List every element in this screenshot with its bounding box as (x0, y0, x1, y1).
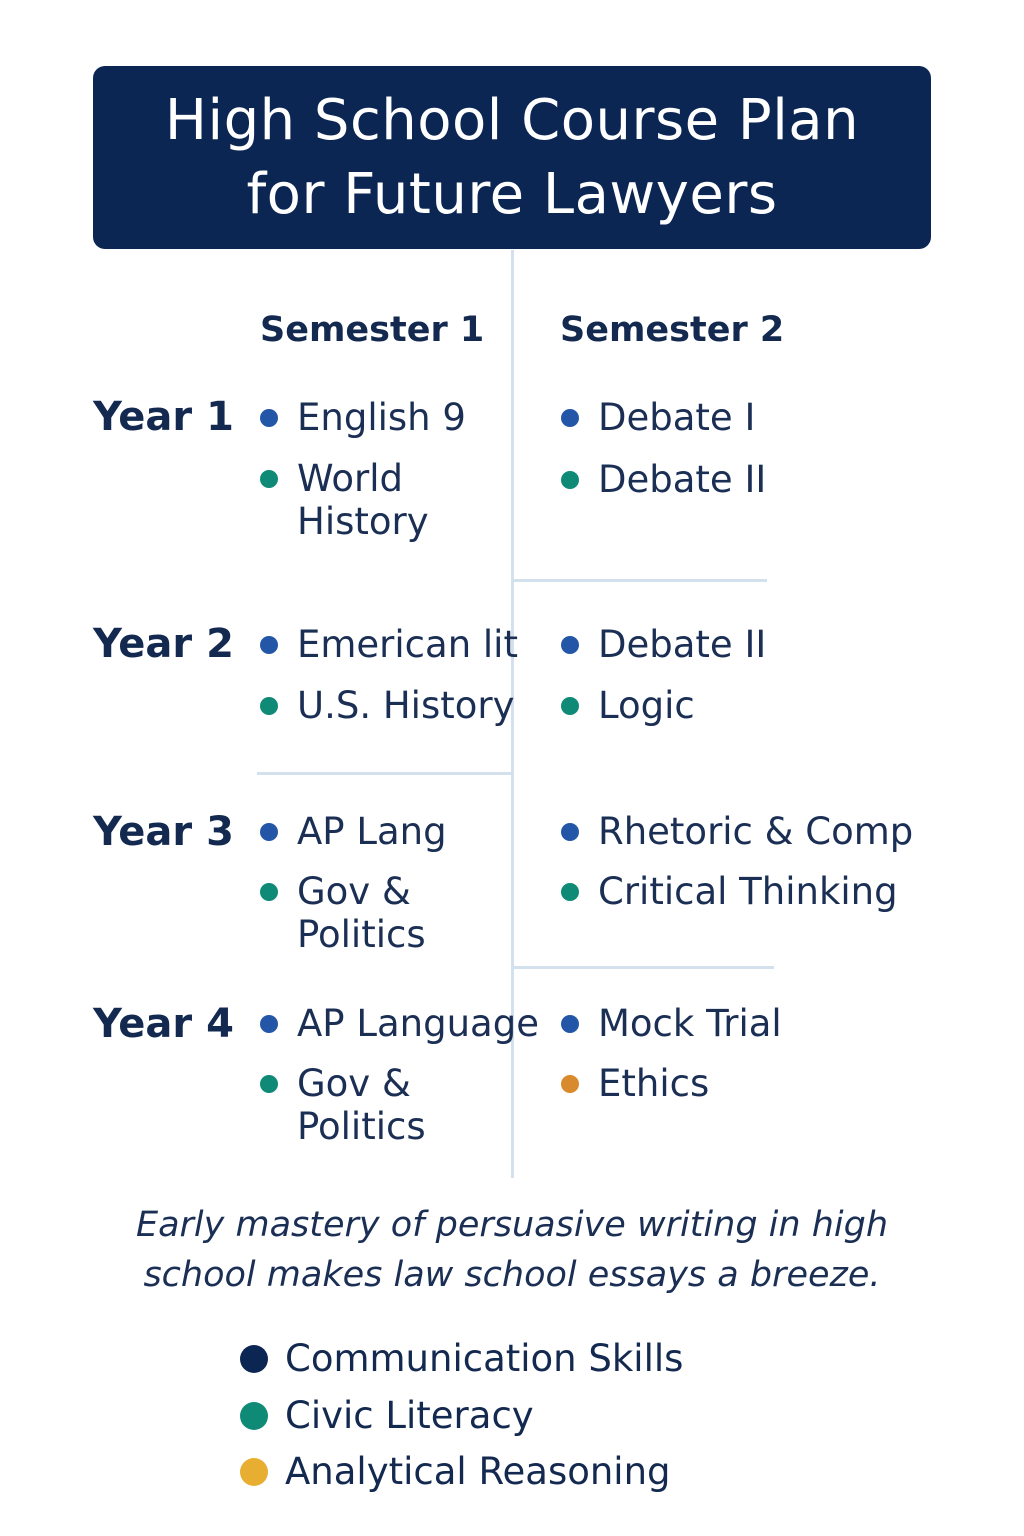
legend-dot-icon (240, 1345, 268, 1373)
advice-note: Early mastery of persuasive writing in high school makes law school essays a breeze. (135, 1205, 889, 1295)
course-name: Ethics (598, 1062, 710, 1105)
row-divider-year3 (514, 966, 774, 969)
category-dot-icon (260, 470, 278, 488)
course-name: English 9 (297, 396, 466, 439)
course-name: Debate II (598, 458, 767, 501)
legend-label: Civic Literacy (285, 1394, 534, 1437)
course-name: World History (297, 457, 429, 543)
row-divider-year1 (514, 579, 767, 582)
course-name: Debate I (598, 396, 756, 439)
course-name: AP Language (297, 1002, 539, 1045)
year-label: Year 3 (93, 809, 234, 855)
course-name: Critical Thinking (598, 870, 898, 913)
category-dot-icon (260, 409, 278, 427)
course-name: U.S. History (297, 684, 515, 727)
course-name: Mock Trial (598, 1002, 782, 1045)
category-dot-icon (561, 883, 579, 901)
semester-1-heading: Semester 1 (260, 310, 485, 350)
category-dot-icon (561, 823, 579, 841)
legend-dot-icon (240, 1458, 268, 1486)
category-dot-icon (260, 823, 278, 841)
year-label: Year 4 (93, 1001, 234, 1047)
category-dot-icon (260, 636, 278, 654)
row-divider-year2 (257, 772, 511, 775)
category-dot-icon (260, 1015, 278, 1033)
category-dot-icon (260, 883, 278, 901)
course-name: Gov & Politics (297, 1062, 426, 1148)
semester-2-heading: Semester 2 (560, 310, 785, 350)
category-dot-icon (561, 1075, 579, 1093)
course-name: Emerican lit (297, 623, 518, 666)
year-label: Year 1 (93, 394, 234, 440)
title-banner (93, 66, 931, 249)
category-dot-icon (561, 471, 579, 489)
legend-label: Communication Skills (285, 1337, 684, 1380)
category-dot-icon (561, 1015, 579, 1033)
category-dot-icon (561, 697, 579, 715)
category-dot-icon (260, 697, 278, 715)
course-name: AP Lang (297, 810, 447, 853)
course-name: Debate II (598, 623, 767, 666)
category-dot-icon (260, 1075, 278, 1093)
category-dot-icon (561, 636, 579, 654)
legend-label: Analytical Reasoning (285, 1450, 671, 1493)
page-title: High School Course Plan for Future Lawyers (164, 87, 860, 227)
legend-dot-icon (240, 1402, 268, 1430)
year-label: Year 2 (93, 621, 234, 667)
course-name: Rhetoric & Comp (598, 810, 914, 853)
course-name: Logic (598, 684, 695, 727)
course-name: Gov & Politics (297, 870, 426, 956)
category-dot-icon (561, 409, 579, 427)
